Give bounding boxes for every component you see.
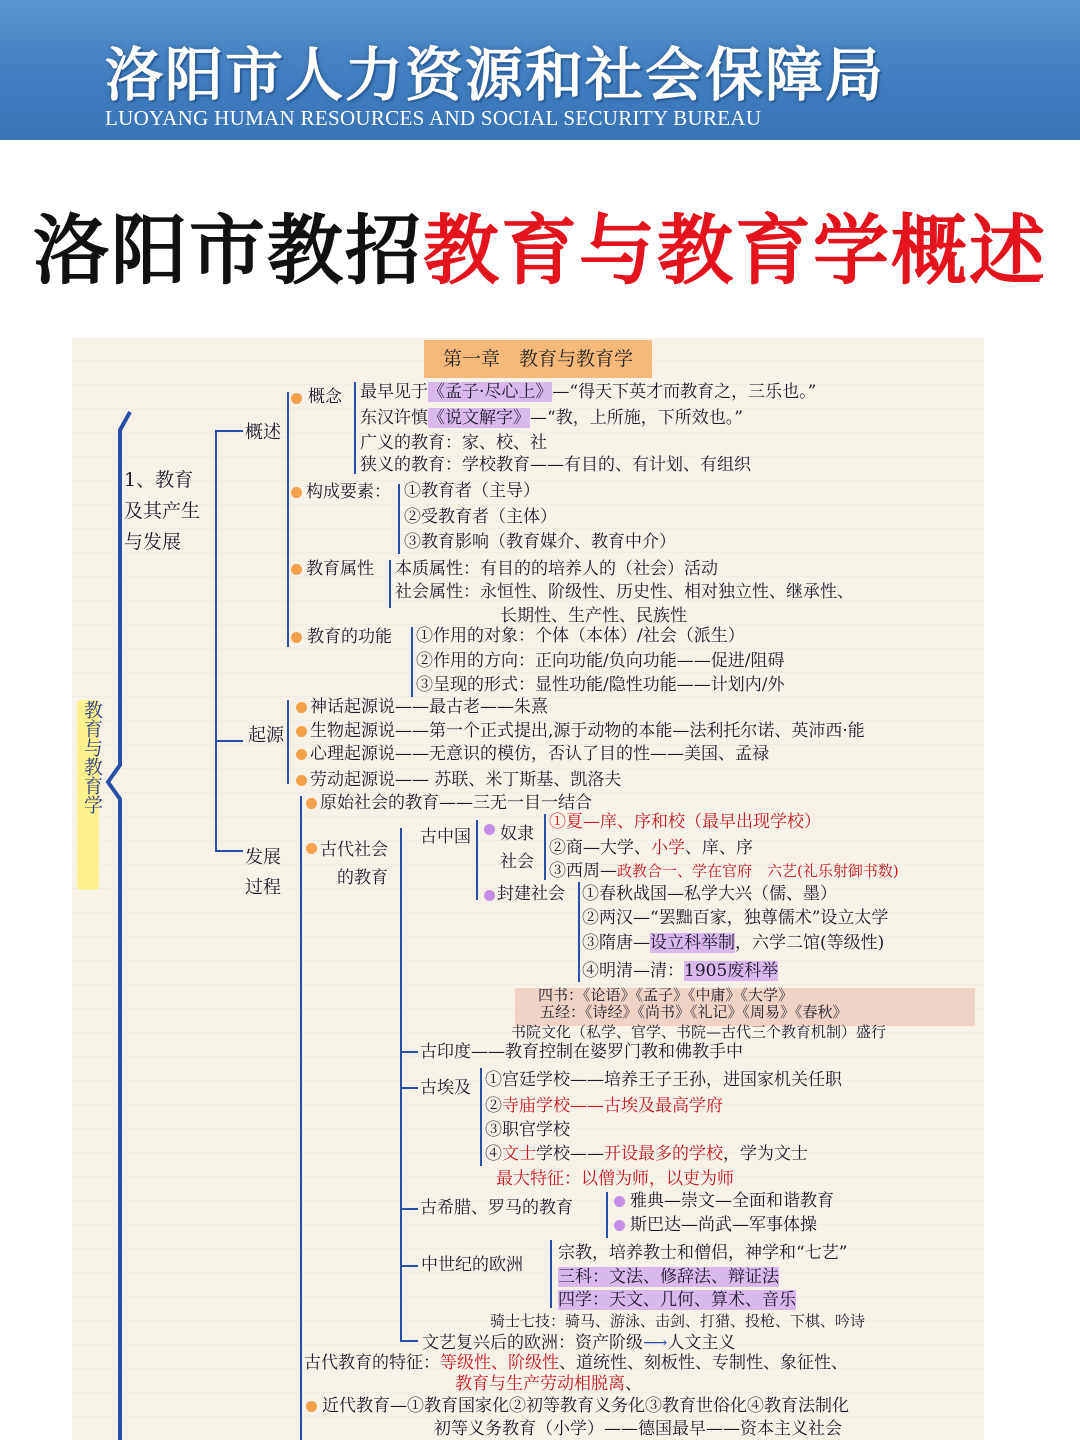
attributes-label: 教育属性 <box>306 559 374 579</box>
t: 文艺复兴后的欧洲：资产阶级 <box>422 1333 643 1353</box>
attributes-line <box>389 560 391 608</box>
t: ④明清—清： <box>582 961 684 981</box>
title-red-part: 教育与教育学概述 <box>423 206 1047 295</box>
book-mencius: 《孟子·尽心上》 <box>428 382 553 402</box>
overview-line <box>287 392 289 647</box>
t: ④ <box>485 1144 502 1164</box>
egypt-1: ①宫廷学校——培养王子王孙，进国家机关任职 <box>485 1070 842 1090</box>
tick <box>400 1340 418 1342</box>
concept-line-3: 广义的教育：家、校、社 <box>360 433 547 453</box>
four-books: 四书：《论语》《孟子》《中庸》《大学》 <box>538 986 794 1004</box>
renaissance <box>422 1332 735 1354</box>
header-banner <box>0 0 1080 140</box>
t: ② <box>485 1096 502 1116</box>
origin-dot <box>296 775 307 786</box>
elements-line <box>398 484 400 554</box>
egypt-label: 古埃及 <box>420 1078 471 1098</box>
t: 开设最多的学校 <box>604 1144 723 1164</box>
t: ，学为文士 <box>723 1144 808 1164</box>
elements-label: 构成要素： <box>306 482 391 502</box>
slave-zhou <box>549 860 899 882</box>
functions-label: 教育的功能 <box>307 627 392 647</box>
egypt-4 <box>485 1143 808 1165</box>
medieval-1: 宗教，培养教士和僧侣，神学和“七艺” <box>558 1243 848 1263</box>
athens: 雅典—崇文—全面和谐教育 <box>630 1191 834 1211</box>
modern-dot <box>306 1401 317 1412</box>
arrow-right-icon: ⟶ <box>643 1333 668 1353</box>
slave-xia: ①夏—庠、序和校（最早出现学校） <box>549 812 821 832</box>
functions-line-3: ③呈现的形式：显性功能/隐性功能——计划内/外 <box>416 675 785 695</box>
banner-title-cn: 洛阳市人力资源和社会保障局 <box>105 41 886 109</box>
modern-education <box>322 1395 849 1417</box>
functions-line-2: ②作用的方向：正向功能/负向功能——促进/阻碍 <box>416 651 785 671</box>
feudal-dot <box>484 890 495 901</box>
t: 小学 <box>651 838 685 858</box>
sparta: 斯巴达—尚武—军事体操 <box>630 1215 817 1235</box>
t: 四学：天文、几何、算术、音乐 <box>558 1290 796 1310</box>
origin-dot <box>296 726 307 737</box>
t: 、庠、序 <box>685 838 753 858</box>
t: ③隋唐— <box>582 933 650 953</box>
t: 文士 <box>502 1144 536 1164</box>
t: 设立科举制 <box>650 933 735 953</box>
book-shuowen: 《说文解字》 <box>428 408 530 428</box>
origin-line <box>287 700 289 784</box>
banner-title-en: LUOYANG HUMAN RESOURCES AND SOCIAL SECURITY BUREAU <box>105 106 762 130</box>
attributes-dot <box>291 564 302 575</box>
t: 1905废科举 <box>684 961 779 981</box>
elements-item-1: ①教育者（主导） <box>404 481 540 501</box>
slave-dot <box>484 824 495 835</box>
t: 、道统性、刻板性、专制性、象征性、 <box>559 1353 848 1373</box>
origin-myth: 神话起源说——最古老——朱熹 <box>310 697 548 717</box>
greece-label: 古希腊、罗马的教育 <box>420 1198 573 1218</box>
egypt-3: ③职官学校 <box>485 1120 570 1140</box>
t: 政教合一、学在官府 六艺(礼乐射御书数) <box>617 862 899 880</box>
concept-label: 概念 <box>308 387 342 407</box>
academy: 书院文化（私学、官学、书院—古代三个教育机制）盛行 <box>511 1023 887 1041</box>
egypt-feature: 最大特征：以僧为师，以吏为师 <box>496 1169 734 1189</box>
sparta-dot <box>614 1220 625 1231</box>
t: —“教，上所施，下所效也。” <box>530 408 743 428</box>
tick <box>400 1208 418 1210</box>
elements-item-3: ③教育影响（教育媒介、教育中介） <box>404 532 676 552</box>
t: ②商—大学、 <box>549 838 651 858</box>
t: 东汉许慎 <box>360 408 428 428</box>
elements-item-2: ②受教育者（主体） <box>404 507 557 527</box>
egypt-line <box>480 1068 482 1166</box>
ancient-features-2 <box>455 1373 642 1395</box>
ancient-society: 古代社会 的教育 <box>320 840 388 888</box>
slave-line <box>544 814 546 880</box>
t: ③西周— <box>549 861 617 881</box>
t: ①教育国家化②初等教育义务化③教育世俗化④教育法制化 <box>407 1396 849 1416</box>
branch-tick <box>215 430 243 432</box>
dev-line <box>300 796 302 1440</box>
t: 古代教育的特征： <box>304 1353 440 1373</box>
origin-labor: 劳动起源说—— 苏联、米丁斯基、凯洛夫 <box>310 770 622 790</box>
t: 等级性、阶级性 <box>440 1353 559 1373</box>
medieval-4: 骑士七技：骑马、游泳、击剑、打猎、投枪、下棋、吟诗 <box>490 1312 866 1330</box>
feudal-4 <box>582 960 778 982</box>
attributes-line-1: 本质属性：有目的的培养人的（社会）活动 <box>395 559 718 579</box>
functions-line <box>411 627 413 697</box>
t: 近代教育— <box>322 1396 407 1416</box>
side-label-text: 教育与教育学 <box>81 700 103 814</box>
medieval-3 <box>558 1289 796 1311</box>
feudal-society: 封建社会 <box>497 884 565 904</box>
medieval-label: 中世纪的欧洲 <box>421 1255 523 1275</box>
branch-development: 发展 过程 <box>245 847 281 898</box>
t: 最早见于 <box>360 382 428 402</box>
slave-shang <box>549 837 753 859</box>
page-title <box>0 190 1080 299</box>
concept-line-1 <box>360 381 816 403</box>
greece-line <box>606 1192 608 1238</box>
tick <box>400 1087 418 1089</box>
concept-dot <box>291 393 302 404</box>
branch-tick <box>215 850 243 852</box>
concept-line-2 <box>360 407 743 429</box>
branch-line <box>215 430 217 850</box>
china-line <box>476 820 478 900</box>
branch-overview: 概述 <box>245 422 281 443</box>
origin-psychology: 心理起源说——无意识的模仿，否认了目的性——美国、孟禄 <box>310 744 769 764</box>
origin-biology: 生物起源说——第一个正式提出,源于动物的本能—法利托尔诺、英沛西·能 <box>310 721 865 741</box>
t: 三科：文法、修辞法、辩证法 <box>558 1267 779 1287</box>
chapter-title: 第一章 教育与教育学 <box>424 340 652 378</box>
elements-dot <box>291 487 302 498</box>
functions-dot <box>291 632 302 643</box>
attributes-line-2: 社会属性：永恒性、阶级性、历史性、相对独立性、继承性、 <box>395 582 854 602</box>
ancient-dot <box>306 843 317 854</box>
primitive-education: 原始社会的教育——三无一目一结合 <box>320 793 592 813</box>
primitive-dot <box>306 798 317 809</box>
egypt-2 <box>485 1095 723 1117</box>
t: 教育与生产劳动相脱离 <box>455 1374 625 1394</box>
t: —“得天下英才而教育之，三乐也。” <box>552 382 817 402</box>
feudal-2: ②两汉—“罢黜百家，独尊儒术”设立太学 <box>582 908 889 928</box>
t: 、 <box>625 1374 642 1394</box>
medieval-2 <box>558 1266 779 1288</box>
origin-dot <box>296 702 307 713</box>
origin-dot <box>296 749 307 760</box>
branch-origin: 起源 <box>248 725 284 746</box>
tick <box>400 1265 418 1267</box>
tick <box>400 1051 418 1053</box>
five-classics: 五经：《诗经》《尚书》《礼记》《周易》《春秋》 <box>540 1003 848 1021</box>
title-black-part: 洛阳市教招 <box>33 206 423 295</box>
modern-education-2: 初等义务教育（小学）——德国最早——资本主义社会 <box>434 1419 842 1439</box>
ancient-india: 古印度——教育控制在婆罗门教和佛教手中 <box>420 1042 743 1062</box>
slave-society: 奴隶 社会 <box>500 824 534 872</box>
t: 人文主义 <box>667 1333 736 1353</box>
ancient-line <box>400 828 402 1340</box>
concept-line-4: 狭义的教育：学校教育——有目的、有计划、有组织 <box>360 455 751 475</box>
t: 寺庙学校——古埃及最高学府 <box>502 1096 723 1116</box>
ancient-features <box>304 1352 848 1374</box>
feudal-1: ①春秋战国—私学大兴（儒、墨） <box>582 884 837 904</box>
feudal-3 <box>582 932 884 954</box>
t: ，六学二馆(等级性) <box>735 933 885 953</box>
feudal-line <box>578 882 580 982</box>
side-label <box>77 700 103 890</box>
section1-title: 1、教育 及其产生 与发展 <box>124 469 201 553</box>
t: 学校—— <box>536 1144 604 1164</box>
main-brace-icon <box>100 410 140 1440</box>
branch-tick <box>215 740 243 742</box>
attributes-line-3: 长期性、生产性、民族性 <box>500 606 687 626</box>
concept-line <box>354 382 356 474</box>
ancient-china: 古中国 <box>420 827 471 847</box>
athens-dot <box>614 1196 625 1207</box>
medieval-line <box>550 1240 552 1308</box>
functions-line-1: ①作用的对象：个体（本体）/社会（派生） <box>416 626 745 646</box>
